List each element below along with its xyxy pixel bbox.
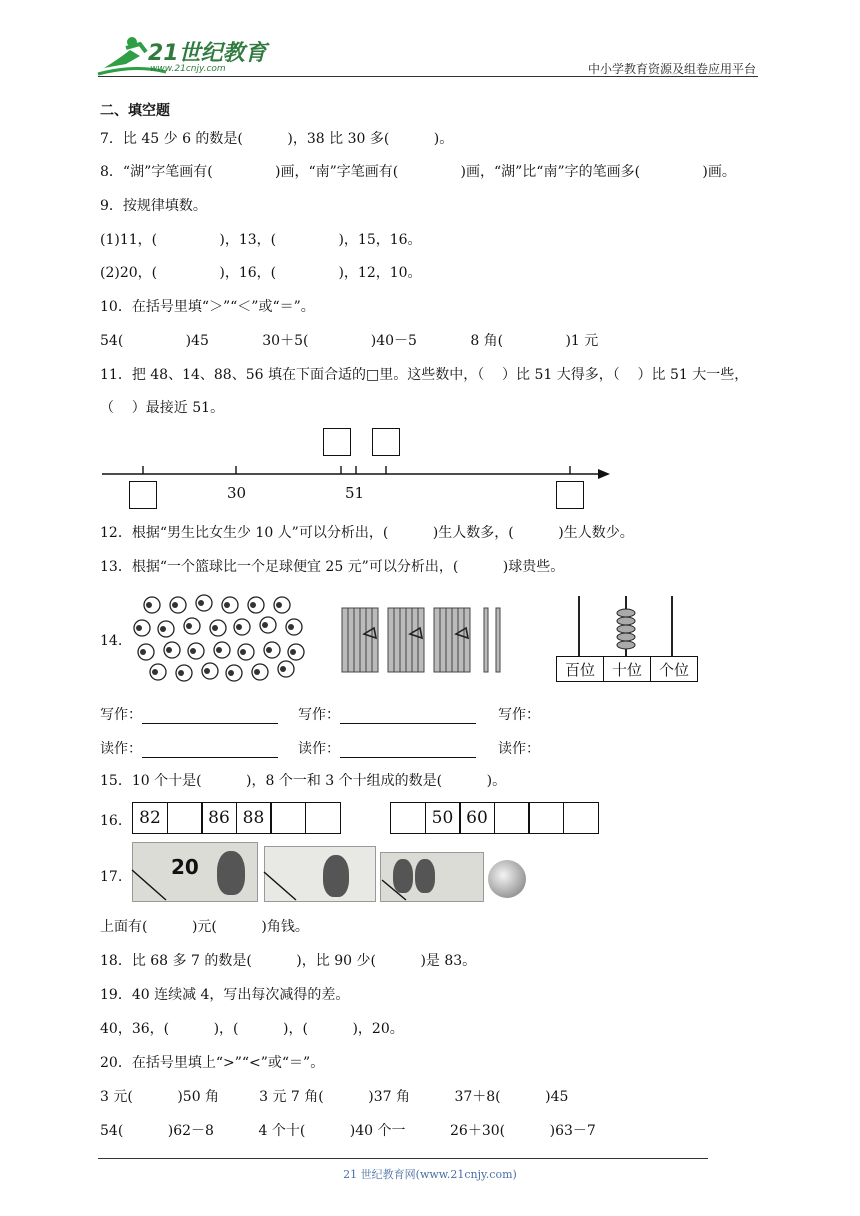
answer-blank[interactable] [340, 709, 476, 724]
logo-text: 21世纪教育 [148, 41, 267, 66]
sequence-cell: 88 [236, 802, 272, 834]
question-15: 15．10 个十是( )，8 个一和 3 个十组成的数是( )。 [100, 773, 507, 789]
question-12: 12．根据“男生比女生少 10 人”可以分析出，( )生人数多，( )生人数少。 [100, 525, 634, 541]
tens-label: 十位 [603, 657, 650, 681]
portrait-icon [415, 859, 435, 893]
question-7: 7．比 45 少 6 的数是( )，38 比 30 多( )。 [100, 131, 454, 147]
sequence-blank-cell[interactable] [305, 802, 341, 834]
question-16-number: 16. [100, 813, 123, 829]
sequence-blank-cell[interactable] [563, 802, 599, 834]
slash-mark [380, 878, 410, 902]
logo-url: www.21cnjy.com [150, 64, 226, 74]
platform-name: 中小学教育资源及组卷应用平台 [587, 62, 756, 76]
question-9: 9．按规律填数。 [100, 198, 207, 214]
question-10: 10．在括号里填“＞”“＜”或“＝”。 [100, 299, 315, 315]
question-17-number: 17. [100, 869, 123, 885]
sequence-cell: 60 [459, 802, 495, 834]
number-line [98, 426, 618, 516]
footer-rule [98, 1158, 708, 1159]
hundreds-label: 百位 [564, 660, 595, 679]
question-10-items: 54( )45 30＋5( )40－5 8 角( )1 元 [100, 333, 599, 349]
footer-text: 21 世纪教育网(www.21cnjy.com) [343, 1168, 517, 1181]
abacus-picture [556, 594, 696, 658]
question-11-line1: 11．把 48、14、88、56 填在下面合适的□里。这些数中，（ ）比 51 大得多，（ ）比 51 大一些， [100, 367, 749, 383]
write-label: 写作： [498, 707, 540, 723]
coin-icon [488, 860, 526, 898]
banknote-denomination: 20 [171, 855, 199, 879]
ones-label: 个位 [650, 657, 697, 681]
write-label: 写作： [100, 707, 142, 723]
sequence-blank-cell[interactable] [167, 802, 203, 834]
slash-mark [262, 870, 302, 902]
question-20-row-1: 3 元( )50 角 3 元 7 角( )37 角 37＋8( )45 [100, 1089, 569, 1105]
question-14-number: 14. [100, 633, 123, 649]
slash-mark [130, 868, 170, 902]
question-8: 8．“湖”字笔画有( )画，“南”字笔画有( )画，“湖”比“南”字的笔画多( )画。 [100, 164, 736, 180]
section-title: 二、填空题 [100, 103, 170, 119]
answer-box[interactable] [129, 481, 157, 509]
read-label: 读作： [498, 741, 540, 757]
question-17-answer: 上面有( )元( )角钱。 [100, 919, 309, 935]
answer-box[interactable] [556, 481, 584, 509]
portrait-icon [217, 851, 245, 895]
balls-picture [128, 592, 308, 684]
sequence-blank-cell[interactable] [528, 802, 564, 834]
read-label: 读作： [100, 741, 142, 757]
sequence-cell: 82 [132, 802, 168, 834]
question-20: 20．在括号里填上“>”“<”或“＝”。 [100, 1055, 325, 1071]
sequence-cell: 50 [425, 802, 461, 834]
question-20-row-2: 54( )62－8 4 个十( )40 个一 26＋30( )63－7 [100, 1123, 596, 1139]
sequence-blank-cell[interactable] [494, 802, 530, 834]
answer-blank[interactable] [142, 743, 278, 758]
question-13: 13．根据“一个篮球比一个足球便宜 25 元”可以分析出，( )球贵些。 [100, 559, 565, 575]
number-sequence-row-1 [132, 802, 341, 834]
question-11-line2: （ ）最接近 51。 [100, 400, 225, 416]
question-19-sequence: 40，36，( )，( )，( )，20。 [100, 1021, 404, 1037]
write-label: 写作： [298, 707, 340, 723]
place-value-table [556, 656, 698, 682]
number-sequence-row-2 [390, 802, 599, 834]
tick-label-51: 51 [345, 484, 365, 502]
sequence-cell: 86 [201, 802, 237, 834]
question-19: 19．40 连续减 4，写出每次减得的差。 [100, 987, 350, 1003]
portrait-icon [323, 855, 349, 897]
sequence-blank-cell[interactable] [270, 802, 306, 834]
answer-box[interactable] [372, 428, 400, 456]
read-label: 读作： [298, 741, 340, 757]
header-rule [98, 76, 758, 77]
tick-label-30: 30 [227, 484, 247, 502]
stick-bundles-picture [338, 604, 518, 674]
answer-blank[interactable] [142, 709, 278, 724]
answer-blank[interactable] [340, 743, 476, 758]
question-9-1: (1)11，( )，13，( )，15，16。 [100, 232, 422, 248]
question-18: 18．比 68 多 7 的数是( )，比 90 少( )是 83。 [100, 953, 477, 969]
answer-box[interactable] [323, 428, 351, 456]
sequence-blank-cell[interactable] [390, 802, 426, 834]
question-9-2: (2)20，( )，16，( )，12，10。 [100, 265, 422, 281]
